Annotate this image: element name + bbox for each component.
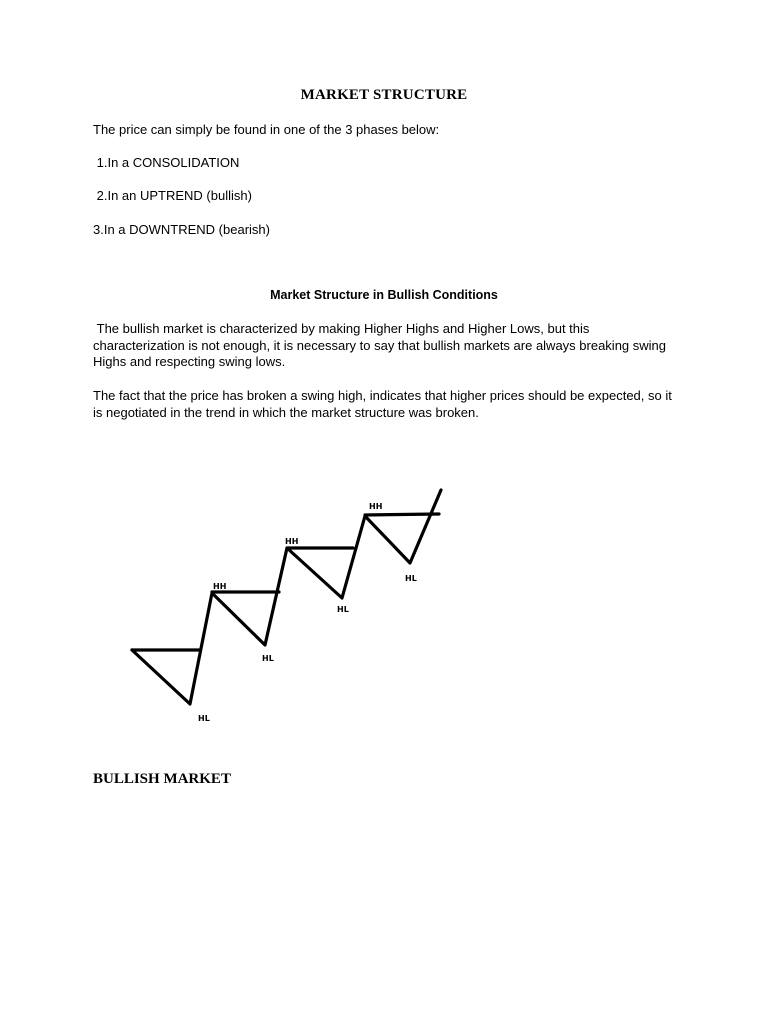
label-hl-3: HL: [337, 605, 349, 614]
label-hl-1: HL: [198, 714, 210, 723]
footer-heading: BULLISH MARKET: [93, 771, 231, 787]
phase-item-uptrend: 2.In an UPTREND (bullish): [93, 188, 252, 203]
label-hl-2: HL: [262, 654, 274, 663]
label-hh-1: HH: [213, 582, 227, 591]
section-heading: Market Structure in Bullish Conditions: [270, 288, 498, 302]
paragraph-swing-high-break: The fact that the price has broken a swing high, indicates that higher prices should be expected, so it is negotiated in the trend in which the market structure was broken.: [93, 388, 672, 420]
bullish-market-structure-diagram: [0, 470, 768, 730]
page-title: MARKET STRUCTURE: [300, 87, 468, 103]
structure-line-4: [365, 514, 439, 515]
phase-item-consolidation: 1.In a CONSOLIDATION: [93, 155, 240, 170]
label-hl-4: HL: [405, 574, 417, 583]
phase-item-downtrend: 3.In a DOWNTREND (bearish): [93, 222, 270, 237]
label-hh-2: HH: [285, 537, 299, 546]
intro-text: The price can simply be found in one of the 3 phases below:: [93, 122, 440, 137]
label-hh-3: HH: [369, 502, 383, 511]
price-swing-path: [132, 490, 441, 704]
paragraph-bullish-definition: The bullish market is characterized by making Higher Highs and Higher Lows, but this characterization is not enough, it is necessary to say that bullish markets are always breaking swing Highs and respecting swing lows.: [93, 321, 670, 369]
